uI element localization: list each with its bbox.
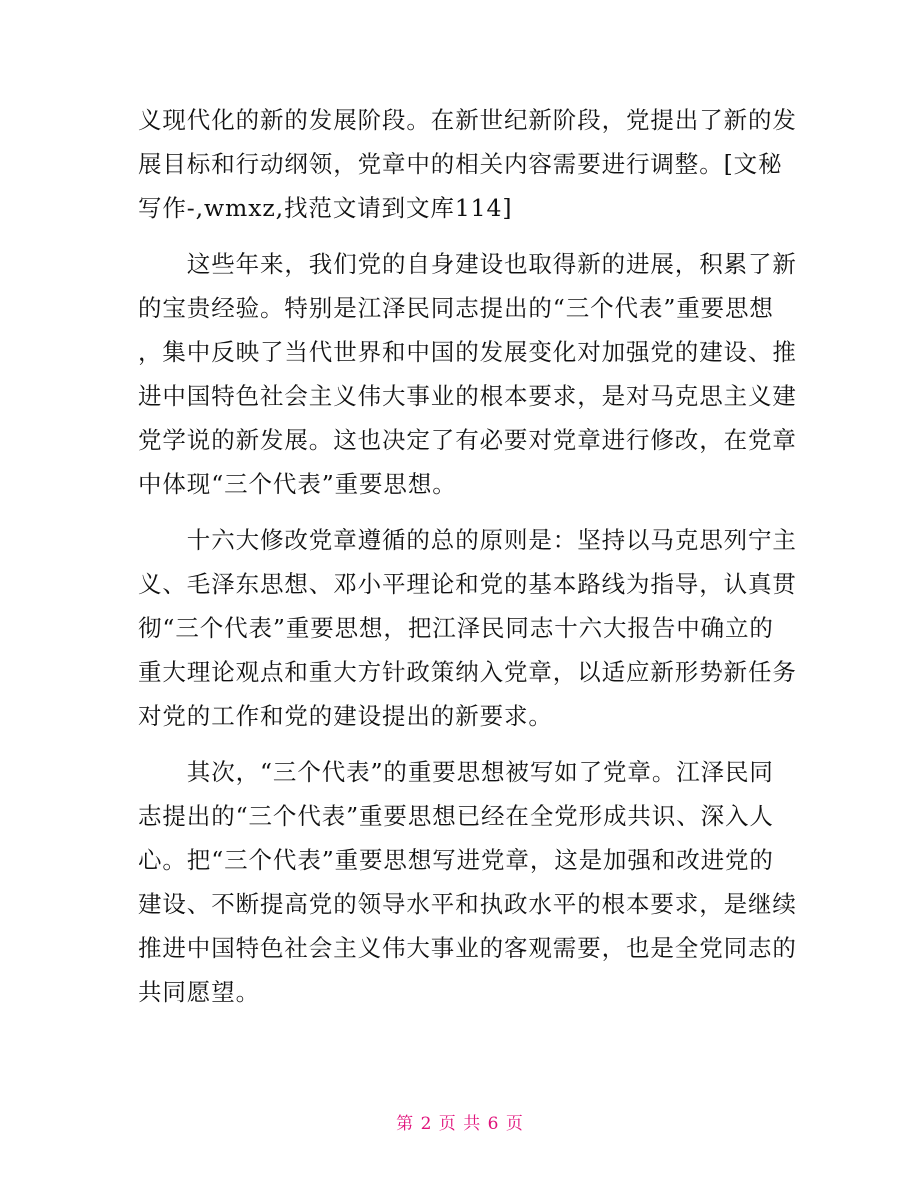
- text-line: 中体现“三个代表”重要思想。: [138, 470, 457, 498]
- paragraph-2: [138, 242, 797, 506]
- text-line: 共同愿望。: [138, 978, 260, 1006]
- document-body: [138, 98, 797, 1026]
- text-line: 义现代化的新的发展阶段。在新世纪新阶段，党提出了新的发: [138, 106, 797, 134]
- text-line: 党学说的新发展。这也决定了有必要对党章进行修改，在党章: [138, 426, 797, 454]
- paragraph-4: [138, 750, 797, 1014]
- text-line: 重大理论观点和重大方针政策纳入党章，以适应新形势新任务: [138, 658, 797, 686]
- paragraph-1: [138, 98, 797, 230]
- text-line: 十六大修改党章遵循的总的原则是：坚持以马克思列宁主: [138, 526, 797, 554]
- text-line: 建设、不断提高党的领导水平和执政水平的根本要求，是继续: [138, 890, 797, 918]
- text-line: 对党的工作和党的建设提出的新要求。: [138, 702, 553, 730]
- text-line: 彻“三个代表”重要思想，把江泽民同志十六大报告中确立的: [138, 614, 774, 642]
- text-line: ，集中反映了当代世界和中国的发展变化对加强党的建设、推: [138, 338, 797, 366]
- text-line: 展目标和行动纲领，党章中的相关内容需要进行调整。[文秘: [138, 150, 783, 178]
- text-line: 写作-,wmxz,找范文请到文库114]: [138, 194, 513, 222]
- text-line: 这些年来，我们党的自身建设也取得新的进展，积累了新: [138, 250, 797, 278]
- text-line: 心。把“三个代表”重要思想写进党章，这是加强和改进党的: [138, 846, 774, 874]
- page-number-footer: 第 2 页 共 6 页: [396, 1114, 524, 1134]
- paragraph-3: [138, 518, 797, 738]
- text-line: 的宝贵经验。特别是江泽民同志提出的“三个代表”重要思想: [138, 294, 774, 322]
- text-line: 其次，“三个代表”的重要思想被写如了党章。江泽民同: [138, 758, 774, 786]
- text-line: 进中国特色社会主义伟大事业的根本要求，是对马克思主义建: [138, 382, 797, 410]
- text-line: 义、毛泽东思想、邓小平理论和党的基本路线为指导，认真贯: [138, 570, 797, 598]
- text-line: 志提出的“三个代表”重要思想已经在全党形成共识、深入人: [138, 802, 774, 830]
- text-line: 推进中国特色社会主义伟大事业的客观需要，也是全党同志的: [138, 934, 797, 962]
